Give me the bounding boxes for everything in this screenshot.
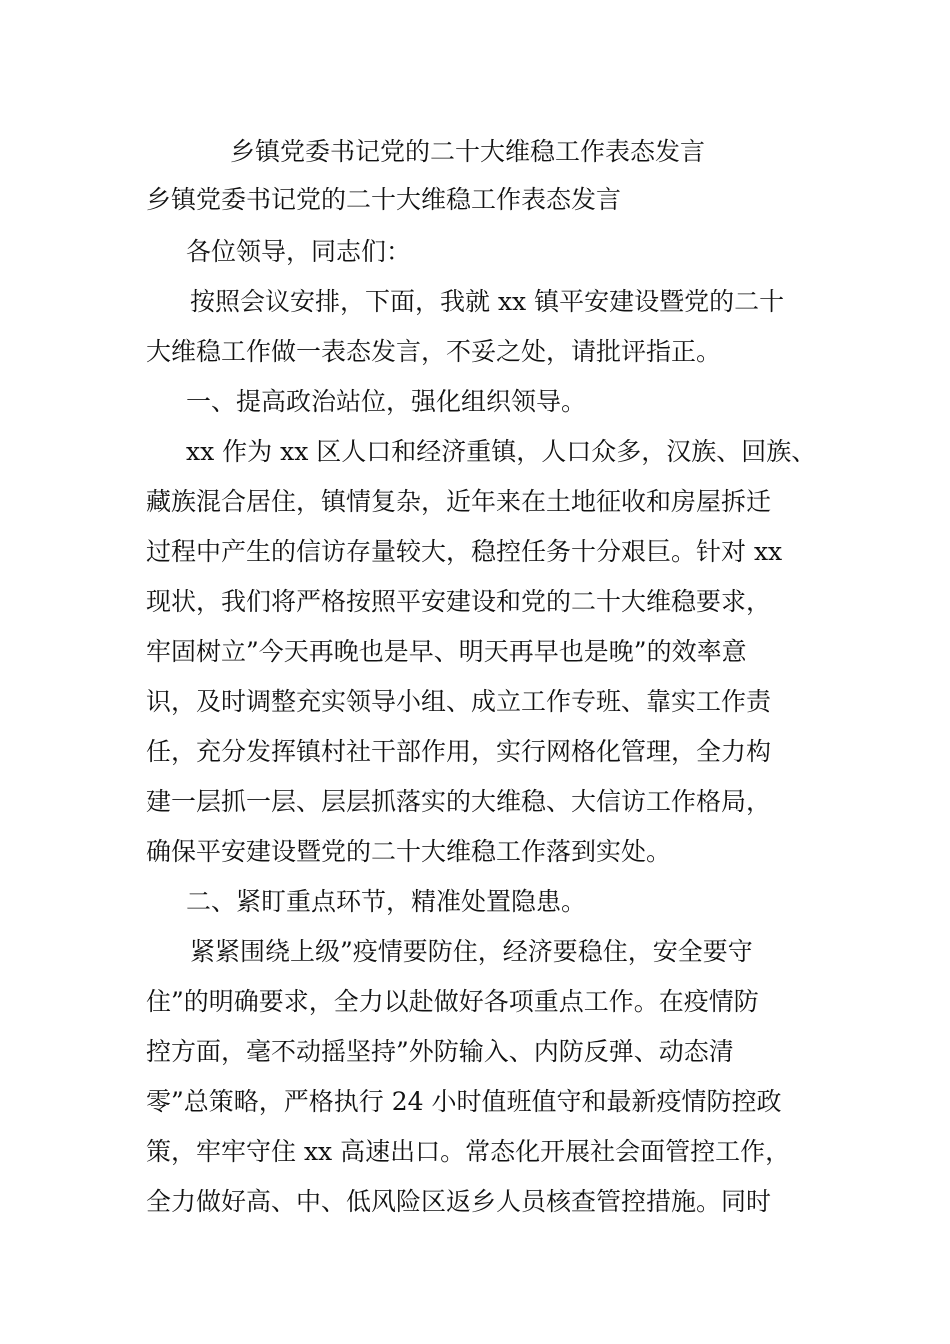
salutation: 各位领导，同志们： [186,237,412,266]
paragraph-line: 过程中产生的信访存量较大，稳控任务十分艰巨。针对 xx [146,537,783,566]
document-title-centered: 乡镇党委书记党的二十大维稳工作表态发言 [230,137,706,166]
paragraph-line: 全力做好高、中、低风险区返乡人员核查管控措施。同时 [146,1187,772,1216]
paragraph-line: 任，充分发挥镇村社干部作用，实行网格化管理，全力构 [146,737,772,766]
paragraph-line: 建一层抓一层、层层抓落实的大维稳、大信访工作格局， [146,787,772,816]
paragraph-line: 现状，我们将严格按照平安建设和党的二十大维稳要求， [146,587,772,616]
paragraph-line: 确保平安建设暨党的二十大维稳工作落到实处。 [146,837,672,866]
paragraph-line: 控方面，毫不动摇坚持”外防输入、内防反弹、动态清 [146,1037,734,1066]
paragraph-line: 大维稳工作做一表态发言，不妥之处，请批评指正。 [146,337,722,366]
document-title-left: 乡镇党委书记党的二十大维稳工作表态发言 [146,185,622,214]
paragraph-line: 住”的明确要求，全力以赴做好各项重点工作。在疫情防 [146,987,759,1016]
paragraph-line: 按照会议安排，下面，我就 xx 镇平安建设暨党的二十 [190,287,785,316]
paragraph-line: xx 作为 xx 区人口和经济重镇，人口众多，汉族、回族、 [186,437,817,466]
paragraph-line: 紧紧围绕上级”疫情要防住，经济要稳住，安全要守 [190,937,753,966]
paragraph-line: 藏族混合居住，镇情复杂，近年来在土地征收和房屋拆迁 [146,487,772,516]
paragraph-line: 零”总策略，严格执行 24 小时值班值守和最新疫情防控政 [146,1087,782,1116]
section-heading: 一、提高政治站位，强化组织领导。 [186,387,587,416]
paragraph-line: 策，牢牢守住 xx 高速出口。常态化开展社会面管控工作， [146,1137,791,1166]
section-heading: 二、紧盯重点环节，精准处置隐患。 [186,887,587,916]
paragraph-line: 牢固树立”今天再晚也是早、明天再早也是晚”的效率意 [146,637,747,666]
paragraph-line: 识，及时调整充实领导小组、成立工作专班、靠实工作责 [146,687,772,716]
